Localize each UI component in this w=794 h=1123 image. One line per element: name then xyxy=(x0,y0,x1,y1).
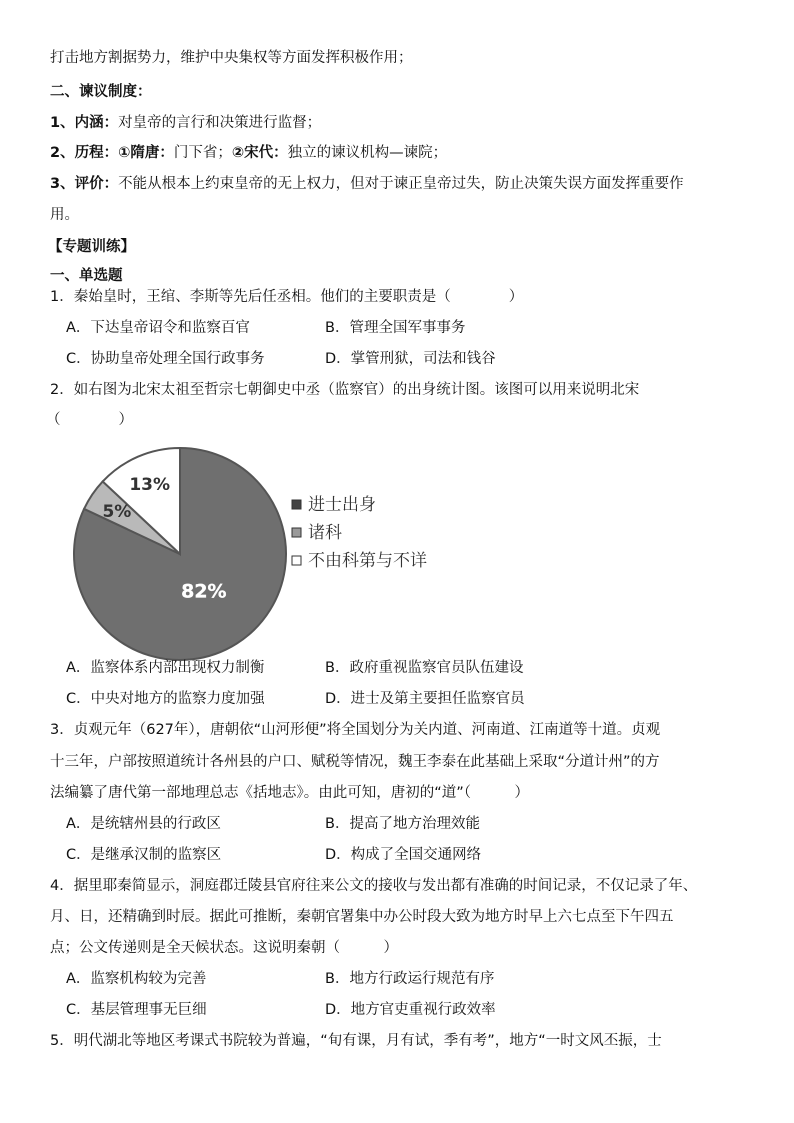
mc-title: 一、单选题 xyxy=(50,268,123,284)
pie-group xyxy=(74,448,286,660)
legend-swatch-0 xyxy=(292,500,301,509)
training-title: 【专题训练】 xyxy=(48,239,135,255)
item3-label: 3、评价： xyxy=(50,176,119,192)
q1-option-a: A．下达皇帝诏令和监察百官 xyxy=(66,320,250,336)
sec2-item3 xyxy=(50,174,684,194)
section2-heading: 二、谏议制度： xyxy=(50,84,152,100)
q3-stem-3: 法编纂了唐代第一部地理总志《括地志》。由此可知，唐初的“道”（ ） xyxy=(50,785,530,801)
q2-stem-cont: （ ） xyxy=(46,412,133,428)
pie-label-2: 13% xyxy=(129,474,171,495)
top-line: 打击地方割据势力，维护中央集权等方面发挥积极作用； xyxy=(50,50,413,66)
q4-stem-2: 月、日，还精确到时辰。据此可推断，秦朝官署集中办公时段大致为地方时早上六七点至下午四五 xyxy=(50,909,674,925)
q3-option-b: B．提高了地方治理效能 xyxy=(325,816,480,832)
q1-option-d: D．掌管刑狱，司法和钱谷 xyxy=(325,351,496,367)
pie-label-1: 5% xyxy=(102,502,132,523)
q1-stem: 1．秦始皇时，王绾、李斯等先后任丞相。他们的主要职责是（ ） xyxy=(50,289,524,305)
q2-option-d: D．进士及第主要担任监察官员 xyxy=(325,691,525,707)
legend-label-1: 诸科 xyxy=(308,523,342,543)
item1-label: 1、内涵： xyxy=(50,115,119,131)
q1-option-c: C．协助皇帝处理全国行政事务 xyxy=(66,351,265,367)
item2-label: 2、历程： xyxy=(50,145,119,161)
q1-option-b: B．管理全国军事事务 xyxy=(325,320,466,336)
legend-label-0: 进士出身 xyxy=(308,495,376,515)
legend xyxy=(292,495,427,571)
q3-option-a: A．是统辖州县的行政区 xyxy=(66,816,221,832)
q4-option-d: D．地方官吏重视行政效率 xyxy=(325,1002,496,1018)
q2-stem: 2．如右图为北宋太祖至哲宗七朝御史中丞（监察官）的出身统计图。该图可以用来说明北宋 xyxy=(50,382,640,398)
q3-option-c: C．是继承汉制的监察区 xyxy=(66,847,222,863)
sec2-item3-cont: 用。 xyxy=(50,207,79,223)
q3-stem-2: 十三年，户部按照道统计各州县的户口、赋税等情况，魏王李泰在此基础上采取“分道计州”的方 xyxy=(50,754,660,770)
q4-stem-1: 4．据里耶秦简显示，洞庭郡迁陵县官府往来公文的接收与发出都有准确的时间记录，不仅记录了年、 xyxy=(50,878,698,894)
q2-option-c: C．中央对地方的监察力度加强 xyxy=(66,691,265,707)
q5-stem-1: 5．明代湖北等地区考课式书院较为普遍，“旬有课，月有试，季有考”，地方“一时文风丕振，士 xyxy=(50,1033,662,1049)
legend-swatch-2 xyxy=(292,556,301,565)
item2-p2-text: 独立的谏议机构—谏院； xyxy=(287,145,448,161)
pie-chart xyxy=(60,442,480,666)
item1-text: 对皇帝的言行和决策进行监督； xyxy=(118,115,322,131)
sec2-item1 xyxy=(50,113,321,133)
q4-option-b: B．地方行政运行规范有序 xyxy=(325,971,495,987)
pie-label-0: 82% xyxy=(181,580,227,603)
legend-label-2: 不由科第与不详 xyxy=(308,551,427,571)
sec2-item2 xyxy=(50,143,447,163)
q4-stem-3: 点；公文传递则是全天候状态。这说明秦朝（ ） xyxy=(50,940,398,956)
q3-stem-1: 3．贞观元年（627年），唐朝依“山河形便”将全国划分为关内道、河南道、江南道等十道。贞观 xyxy=(50,722,661,738)
q3-option-d: D．构成了全国交通网络 xyxy=(325,847,482,863)
item3-text: 不能从根本上约束皇帝的无上权力，但对于谏正皇帝过失，防止决策失误方面发挥重要作 xyxy=(118,176,684,192)
item2-p2-label: ②宋代： xyxy=(231,145,288,161)
q4-option-a: A．监察机构较为完善 xyxy=(66,971,207,987)
q4-option-c: C．基层管理事无巨细 xyxy=(66,1002,207,1018)
legend-swatch-1 xyxy=(292,528,301,537)
item2-p1-label: ①隋唐： xyxy=(118,145,174,161)
q2-option-b: B．政府重视监察官员队伍建设 xyxy=(325,660,524,676)
item2-p1-text: 门下省； xyxy=(173,145,232,161)
q2-option-a: A．监察体系内部出现权力制衡 xyxy=(66,660,265,676)
